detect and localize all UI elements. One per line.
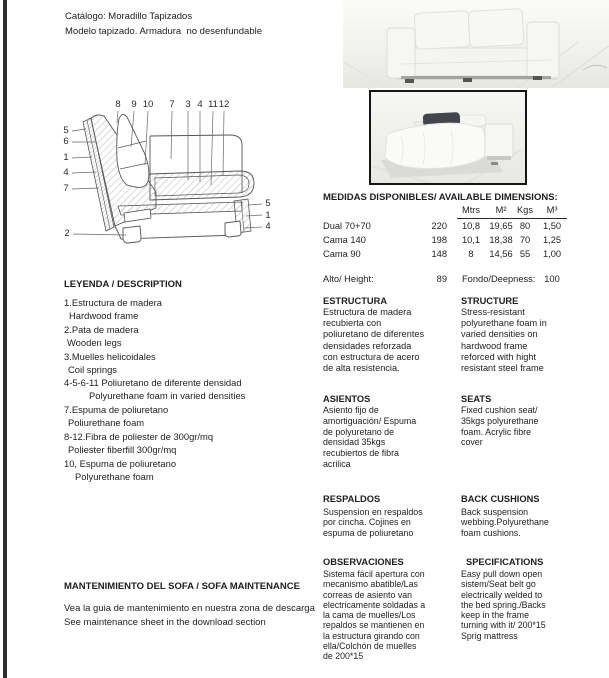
depth-value: 100: [544, 274, 560, 284]
section-body: Asiento fijo de amortiguación/ Espuma de polyuretano de densidad 35kgs recubiertos de fibra acrilica: [323, 405, 417, 469]
legend-item-en: Wooden legs: [67, 336, 122, 348]
legend-item: [64, 297, 299, 323]
height-value: 89: [436, 274, 447, 284]
col-header-kgs: Kgs: [516, 205, 534, 215]
section-structure: [461, 296, 552, 374]
legend-item: [64, 431, 299, 457]
section-title: ESTRUCTURA: [323, 296, 388, 306]
legend-section: [64, 279, 299, 485]
col-header-mtrs: Mtrs: [461, 205, 481, 215]
diagram-label-7-left: 7: [63, 183, 69, 194]
section-body: Sistema fácil apertura con mecanismo abatible/Las correas de asiento van electricamente soldadas a la cama de muelles/Los repaldos se mantienen en la estructura girando con ella/Colchón de muelles de 200*15: [323, 569, 426, 662]
col-header-m2: M²: [495, 205, 507, 215]
legend-item-es: 3.Muelles helicoidales: [64, 350, 156, 362]
diagram-label-1-left: 1: [63, 152, 69, 163]
col-header-m3: M³: [546, 205, 558, 215]
diagram-label-11: 11: [208, 99, 218, 110]
row-label: Cama 140: [323, 235, 366, 245]
legend-item-en: Polyurethane foam: [75, 470, 154, 482]
legend-item-es: 7.Espuma de poliuretano: [64, 404, 169, 416]
height-label: Alto/ Height:: [323, 274, 374, 284]
legend-item-en: Coil springs: [68, 363, 117, 375]
sofa-cross-section-diagram: [28, 92, 288, 252]
legend-item-es: 10, Espuma de poliuretano: [64, 457, 177, 469]
sofa-bed-photo-image: [371, 92, 525, 183]
section-title: SPECIFICATIONS: [466, 557, 544, 567]
section-seats: [461, 394, 552, 448]
row-kgs: 70: [519, 235, 531, 245]
row-m3: 1,00: [542, 249, 562, 259]
diagram-label-5-right: 5: [265, 198, 271, 209]
section-body: Estructura de madera recubierta con poliuretano de diferentes densidades reforzada con estructura de acero de alta resistencia.: [323, 307, 425, 374]
diagram-label-5-left: 5: [63, 125, 69, 136]
legend-item-es: 2.Pata de madera: [64, 323, 139, 335]
section-specifications: [461, 557, 552, 641]
table-row: [323, 235, 573, 247]
row-kgs: 55: [519, 249, 531, 259]
row-mtrs: 10,8: [461, 221, 481, 231]
diagram-label-3: 3: [185, 99, 191, 110]
legend-item-es: 4-5-6-11 Poliuretano de diferente densidad: [64, 377, 242, 389]
diagram-label-12: 12: [218, 99, 230, 110]
section-estructura: [323, 296, 426, 374]
legend-item-es: 8-12.Fibra de poliester de 300gr/mq: [64, 431, 214, 443]
page-edge-bar: [3, 0, 7, 678]
maintenance-line-es: Vea la guia de mantenimiento en nuestra zona de descarga: [64, 603, 315, 614]
legend-item: [64, 324, 299, 350]
section-back-cushions: [461, 494, 552, 538]
height-depth-row: [323, 274, 573, 286]
diagram-label-4-right: 4: [265, 221, 271, 232]
diagram-label-9: 9: [131, 99, 137, 110]
diagram-label-6: 6: [63, 136, 69, 147]
row-m2: 18,38: [489, 235, 513, 245]
row-m2: 14,56: [489, 249, 513, 259]
table-rule: [457, 218, 567, 219]
maintenance-title: MANTENIMIENTO DEL SOFA / SOFA MAINTENANCE: [64, 581, 300, 592]
section-body: Easy pull down open sistem/Seat belt go electrically welded to the bed spring./Backs keep in the frame turning with it/ 200*15 Sprig mattress: [461, 569, 546, 641]
table-row: [323, 249, 573, 261]
legend-title: LEYENDA / DESCRIPTION: [64, 279, 182, 290]
section-title: STRUCTURE: [461, 296, 519, 306]
diagram-label-4-top: 4: [197, 99, 203, 110]
legend-item-en: Hardwood frame: [69, 309, 139, 321]
section-title: OBSERVACIONES: [323, 557, 404, 567]
section-observaciones: [323, 557, 426, 662]
table-row: [323, 221, 573, 233]
section-body: Fixed cushion seat/ 35kgs polyurethane foam. Acrylic fibre cover: [461, 405, 539, 448]
legend-item-en: Polyurethane foam in varied densities: [89, 390, 246, 402]
maintenance-body: [64, 602, 315, 629]
diagram-label-10: 10: [142, 99, 154, 110]
dimensions-header-row: [323, 205, 573, 217]
sofa-photo: [343, 0, 609, 88]
diagram-label-4-left: 4: [63, 167, 69, 178]
diagram-label-8: 8: [115, 99, 121, 110]
diagram-label-2: 2: [64, 228, 70, 239]
row-m3: 1,50: [542, 221, 562, 231]
sofa-photo-image: [343, 0, 609, 88]
section-title: BACK CUSHIONS: [461, 494, 540, 504]
legend-item: [64, 351, 299, 377]
legend-item-es: 1.Estructura de madera: [64, 297, 162, 308]
row-mtrs: 8: [468, 249, 474, 259]
legend-item: [64, 458, 299, 484]
section-title: SEATS: [461, 394, 492, 404]
row-m2: 19,65: [489, 221, 513, 231]
section-body: Stress-resistant polyurethane foam in varied densities on hardwood frame reforced with hight resistant steel frame: [461, 307, 547, 374]
row-label: Dual 70+70: [323, 221, 371, 231]
row-m3: 1,25: [542, 235, 562, 245]
section-title: ASIENTOS: [323, 394, 371, 404]
row-width: 220: [431, 221, 447, 231]
section-asientos: [323, 394, 426, 470]
legend-item-en: Poliurethane foam: [68, 417, 145, 429]
maintenance-line-en: See maintenance sheet in the download section: [64, 616, 266, 628]
row-label: Cama 90: [323, 249, 361, 259]
legend-item: [64, 404, 299, 430]
legend-item: [64, 377, 299, 403]
legend-item-en: Poliester fiberfill 300gr/mq: [68, 443, 177, 455]
diagram-label-7-top: 7: [169, 99, 175, 110]
diagram-label-1-right: 1: [265, 210, 271, 221]
section-title: RESPALDOS: [323, 494, 381, 504]
sofa-bed-photo: [369, 90, 527, 185]
row-mtrs: 10,1: [461, 235, 481, 245]
row-width: 198: [431, 235, 447, 245]
section-body: Back suspension webbing.Polyurethane foam cushions.: [461, 507, 549, 538]
section-respaldos: [323, 494, 426, 538]
row-kgs: 80: [519, 221, 531, 231]
catalog-subtitle: Modelo tapizado. Armadura no desenfundable: [65, 26, 262, 37]
depth-label: Fondo/Deepness:: [462, 274, 536, 284]
dimensions-title: MEDIDAS DISPONIBLES/ AVAILABLE DIMENSIONS:: [323, 192, 558, 203]
row-width: 148: [431, 249, 447, 259]
catalog-title: Catálogo: Moradillo Tapizados: [65, 11, 193, 22]
section-body: Suspension en respaldos por cincha. Cojines en espuma de poliuretano: [323, 507, 423, 538]
